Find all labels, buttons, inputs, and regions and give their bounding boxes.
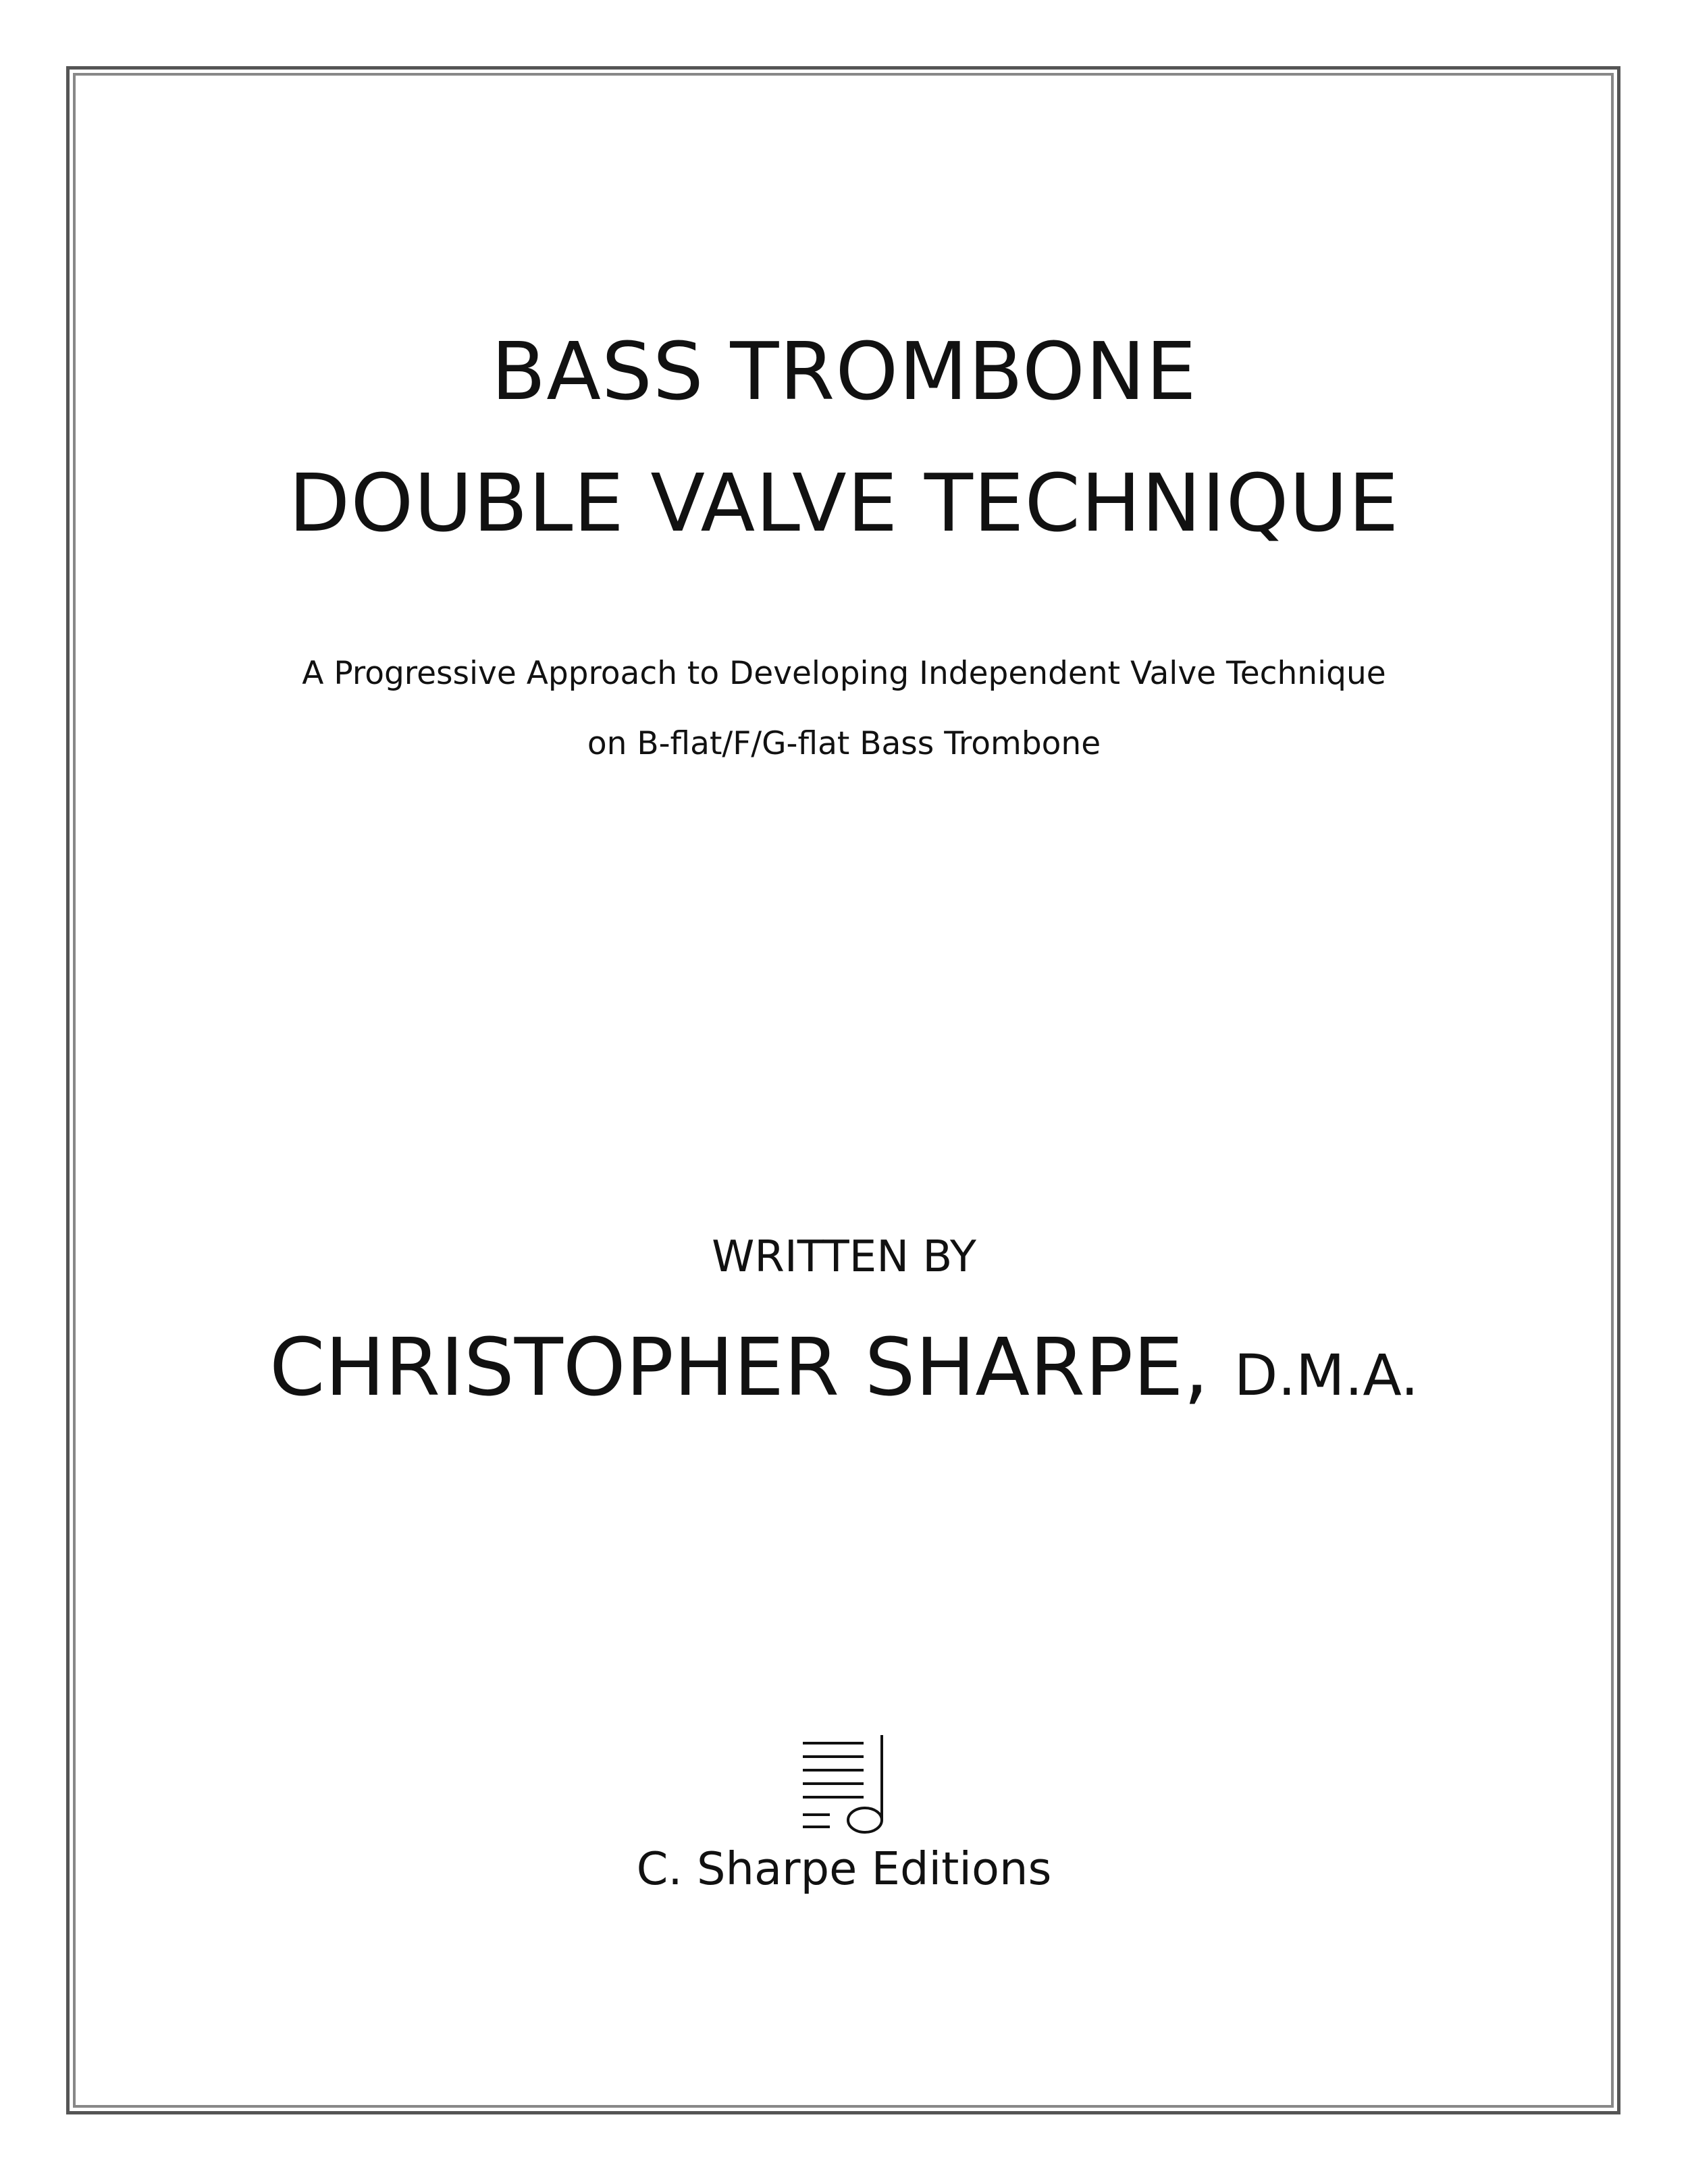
staff-with-half-note-icon (799, 1734, 893, 1842)
title-line-2: DOUBLE VALVE TECHNIQUE (288, 456, 1400, 550)
author-line (0, 1323, 1688, 1419)
publisher-name: C. Sharpe Editions (636, 1842, 1052, 1895)
author-degree: D.M.A. (1234, 1342, 1419, 1408)
title-line-1: BASS TROMBONE (491, 325, 1197, 418)
subtitle-line-2: on B-flat/F/G-flat Bass Trombone (587, 725, 1101, 762)
written-by-label: WRITTEN BY (712, 1232, 976, 1282)
subtitle-line-1: A Progressive Approach to Developing Independent Valve Technique (302, 655, 1386, 692)
author-name: CHRISTOPHER SHARPE, (269, 1321, 1209, 1414)
